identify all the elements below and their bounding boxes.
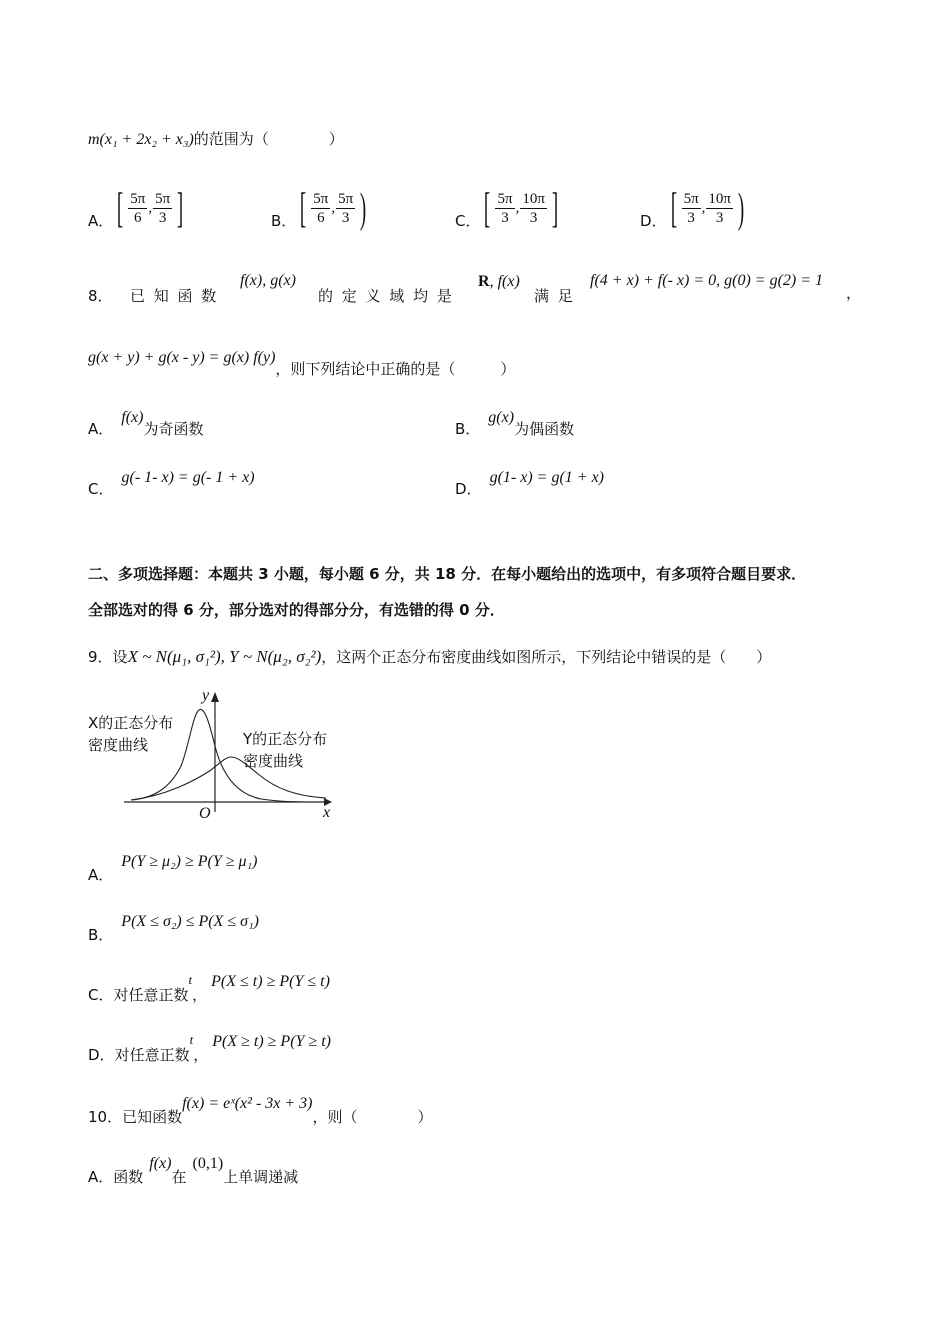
option-text-1: 函数 (113, 1168, 144, 1186)
option-text: 为奇函数 (143, 420, 204, 438)
q8-lead: 已 知 函 数 (130, 287, 219, 305)
numerator: 5π (155, 191, 171, 207)
origin-label: O (199, 805, 211, 822)
option-label: A． (88, 1168, 114, 1186)
q9-option-d (88, 1030, 331, 1064)
left-bracket: [ (484, 185, 491, 232)
q8-ask: ，则下列结论中正确的是（ ） (275, 360, 516, 378)
q9-option-a (88, 850, 258, 884)
q8-domain-group (478, 272, 520, 291)
section2-line-2: 全部选对的得 6 分，部分选对的得部分分，有选错的得 0 分． (88, 601, 505, 619)
q9-text: ，这两个正态分布密度曲线如图所示，下列结论中错误的是（ ） (321, 648, 772, 666)
option-expr: g(1- x) = g(1 + x) (489, 469, 604, 486)
q7-expression: m(x₁ + 2x₂ + x₃) (88, 131, 194, 148)
option-text-3: 上单调递减 (223, 1168, 299, 1186)
option-expr-1: f(x) (149, 1155, 172, 1172)
q8-domain: R (478, 273, 490, 290)
q8-option-d (455, 466, 604, 498)
q7-option-b (271, 186, 370, 231)
q8-option-b (455, 406, 575, 438)
x-curve-label-1: X的正态分布 (88, 714, 174, 732)
numerator: 5π (313, 191, 329, 207)
numerator: 5π (338, 191, 354, 207)
option-label: D． (640, 212, 667, 230)
q9-option-c (88, 970, 330, 1004)
interval: [ $\frac{5\pi}{3}$ , $\frac{10\pi}{3}$ ) (670, 185, 745, 232)
q10-stem (88, 1092, 433, 1126)
q8-condition-1: f(4 + x) + f(- x) = 0, g(0) = g(2) = 1 (590, 272, 824, 289)
left-bracket: [ (670, 185, 677, 232)
q7-option-c (455, 186, 562, 231)
left-bracket: [ (300, 185, 307, 232)
option-comma: ， (193, 1046, 209, 1064)
denominator: 3 (529, 210, 538, 226)
option-label: A． (88, 420, 114, 438)
numerator: 5π (130, 191, 146, 207)
right-bracket: ] (551, 185, 559, 232)
option-label: C． (88, 480, 114, 498)
q8-satisfies: 满 足 (534, 287, 575, 305)
option-label: A． (88, 866, 114, 884)
denominator: 3 (687, 210, 695, 226)
option-label: B． (271, 212, 297, 230)
right-bracket: ) (360, 185, 367, 232)
denominator: 3 (715, 210, 724, 226)
y-curve-label-2: 密度曲线 (243, 752, 304, 770)
option-label: A． (88, 212, 114, 230)
numerator: 5π (497, 191, 513, 207)
q9-expression: X ~ N(μ₁, σ₁²), Y ~ N(μ₂, σ₂²) (127, 647, 322, 666)
x-curve-label-2: 密度曲线 (88, 736, 149, 754)
q8-funcs: f(x), g(x) (240, 272, 296, 289)
option-text-2: 在 (171, 1168, 187, 1186)
q8-line-2 (88, 346, 516, 378)
q9-lead: 设 (112, 648, 128, 666)
option-expr: P(X ≤ t) ≥ P(Y ≤ t) (211, 973, 330, 990)
q9-number: 9． (88, 648, 113, 666)
numerator: 5π (683, 191, 699, 207)
option-expr: g(- 1- x) = g(- 1 + x) (121, 469, 255, 486)
denominator: 6 (134, 210, 142, 226)
q7-tail-text: 的范围为（ ） (193, 130, 344, 148)
q8-comma: ， (846, 284, 862, 302)
y-axis-arrow-icon (211, 692, 219, 702)
denominator: 3 (341, 210, 350, 226)
x-axis-label: x (323, 804, 331, 821)
interval: [ $\frac{5\pi}{6}$ , $\frac{5\pi}{3}$ ] (117, 185, 184, 232)
option-label: C． (455, 212, 481, 230)
q7-option-d (640, 186, 748, 231)
q7-option-a (88, 186, 187, 231)
denominator: 3 (501, 210, 509, 226)
q10-number: 10． (88, 1108, 123, 1126)
option-comma: ， (192, 986, 208, 1004)
q8-number: 8． (88, 287, 113, 305)
option-expr-2: (0,1) (192, 1155, 224, 1172)
q7-tail-line (88, 128, 344, 149)
option-label: D． (455, 480, 482, 498)
option-label: B． (455, 420, 481, 438)
option-expr: P(Y ≥ μ₂) ≥ P(Y ≥ μ₁) (121, 853, 258, 870)
numerator: 10π (522, 191, 545, 207)
right-bracket: ] (177, 185, 184, 232)
q9-stem (88, 646, 771, 667)
option-var: t (188, 972, 193, 987)
q9-density-graph (86, 686, 346, 826)
option-var: t (189, 1032, 194, 1047)
right-bracket: ) (737, 185, 745, 232)
q10-option-a (88, 1152, 299, 1186)
option-text: 对任意正数 (114, 1046, 190, 1064)
interval: [ $\frac{5\pi}{3}$ , $\frac{10\pi}{3}$ ] (484, 185, 559, 232)
q8-fx: , f(x) (489, 273, 520, 290)
section2-line-1: 二、多项选择题：本题共 3 小题，每小题 6 分，共 18 分．在每小题给出的选项中，有多项符合题目要求． (88, 565, 807, 583)
option-label: B． (88, 926, 114, 944)
interval: [ $\frac{5\pi}{6}$ , $\frac{5\pi}{3}$ ) (300, 185, 367, 232)
option-text: 为偶函数 (514, 420, 575, 438)
q8-condition-2: g(x + y) + g(x - y) = g(x) f(y) (88, 349, 276, 366)
option-label: D． (88, 1046, 115, 1064)
q10-lead: 已知函数 (122, 1108, 183, 1126)
q8-option-c (88, 466, 255, 498)
numerator: 10π (708, 191, 731, 207)
denominator: 3 (158, 210, 167, 226)
q8-mid: 的 定 义 域 均 是 (318, 287, 454, 305)
y-axis-label: y (202, 687, 210, 704)
q10-text: ，则（ ） (312, 1108, 433, 1126)
option-expr: P(X ≤ σ₂) ≤ P(X ≤ σ₁) (121, 913, 259, 930)
option-expr: P(X ≥ t) ≥ P(Y ≥ t) (212, 1033, 331, 1050)
left-bracket: [ (117, 185, 124, 232)
option-label: C． (88, 986, 114, 1004)
y-curve-label-1: Y的正态分布 (243, 730, 328, 748)
option-expr: f(x) (121, 409, 144, 426)
q9-option-b (88, 910, 259, 944)
q10-expression: f(x) = eˣ(x² - 3x + 3) (182, 1095, 313, 1112)
q8-option-a (88, 406, 204, 438)
option-expr: g(x) (488, 409, 515, 426)
denominator: 6 (317, 210, 325, 226)
option-text: 对任意正数 (113, 986, 189, 1004)
